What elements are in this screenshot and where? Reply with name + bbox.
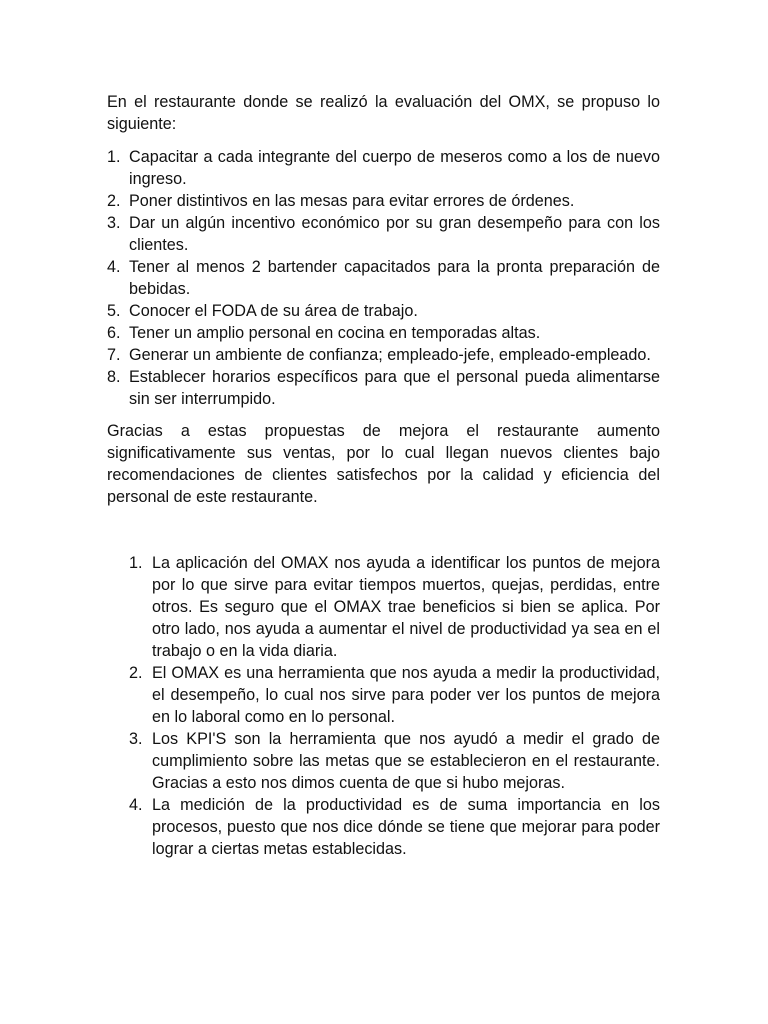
list-item-text: La medición de la productividad es de suma importancia en los procesos, puesto que nos dice dónde se tiene que mejorar para poder lograr a ciertas metas establecidas.: [152, 796, 660, 858]
closing-paragraph: Gracias a estas propuestas de mejora el restaurante aumento significativamente sus ventas, por lo cual llegan nuevos clientes bajo recomendaciones de clientes satisfechos por la calidad y eficiencia del personal de este restaurante.: [107, 422, 660, 506]
list-number: 8.: [107, 368, 121, 386]
list-number: 3.: [129, 730, 143, 748]
list-item: [107, 146, 660, 190]
list-item-text: Tener al menos 2 bartender capacitados para la pronta preparación de bebidas.: [129, 258, 660, 298]
list-item-text: Capacitar a cada integrante del cuerpo de meseros como a los de nuevo ingreso.: [129, 148, 660, 188]
list-item: [129, 552, 660, 662]
proposals-list: [107, 146, 660, 410]
intro-paragraph: En el restaurante donde se realizó la evaluación del OMX, se propuso lo siguiente:: [107, 93, 660, 133]
list-item: [107, 190, 660, 212]
list-number: 5.: [107, 302, 121, 320]
list-item-text: Establecer horarios específicos para que el personal pueda alimentarse sin ser interrumpido.: [129, 368, 660, 408]
list-item: [107, 212, 660, 256]
list-item-text: Generar un ambiente de confianza; empleado-jefe, empleado-empleado.: [129, 346, 651, 364]
list-number: 3.: [107, 214, 121, 232]
list-item-text: Dar un algún incentivo económico por su gran desempeño para con los clientes.: [129, 214, 660, 254]
list-item-text: El OMAX es una herramienta que nos ayuda a medir la productividad, el desempeño, lo cual nos sirve para poder ver los puntos de mejora en lo laboral como en lo personal.: [152, 664, 660, 726]
document-page: [107, 91, 660, 860]
list-number: 1.: [107, 148, 121, 166]
list-item: [107, 256, 660, 300]
list-item-text: Conocer el FODA de su área de trabajo.: [129, 302, 418, 320]
list-number: 7.: [107, 346, 121, 364]
list-number: 4.: [107, 258, 121, 276]
list-number: 4.: [129, 796, 143, 814]
list-item: [107, 322, 660, 344]
list-number: 2.: [107, 192, 121, 210]
conclusions-list: [129, 552, 660, 860]
list-item-text: La aplicación del OMAX nos ayuda a identificar los puntos de mejora por lo que sirve para evitar tiempos muertos, quejas, perdidas, entre otros. Es seguro que el OMAX trae beneficios si bien se aplica. Por otro lado, nos ayuda a aumentar el nivel de productividad ya sea en el trabajo o en la vida diaria.: [152, 554, 660, 660]
list-item: [107, 344, 660, 366]
list-item: [129, 662, 660, 728]
list-number: 2.: [129, 664, 143, 682]
list-item: [107, 366, 660, 410]
list-number: 6.: [107, 324, 121, 342]
list-item-text: Los KPI'S son la herramienta que nos ayudó a medir el grado de cumplimiento sobre las metas que se establecieron en el restaurante. Gracias a esto nos dimos cuenta de que si hubo mejoras.: [152, 730, 660, 792]
list-item: [129, 728, 660, 794]
list-number: 1.: [129, 554, 143, 572]
list-item-text: Tener un amplio personal en cocina en temporadas altas.: [129, 324, 541, 342]
list-item-text: Poner distintivos en las mesas para evitar errores de órdenes.: [129, 192, 575, 210]
list-item: [107, 300, 660, 322]
list-item: [129, 794, 660, 860]
